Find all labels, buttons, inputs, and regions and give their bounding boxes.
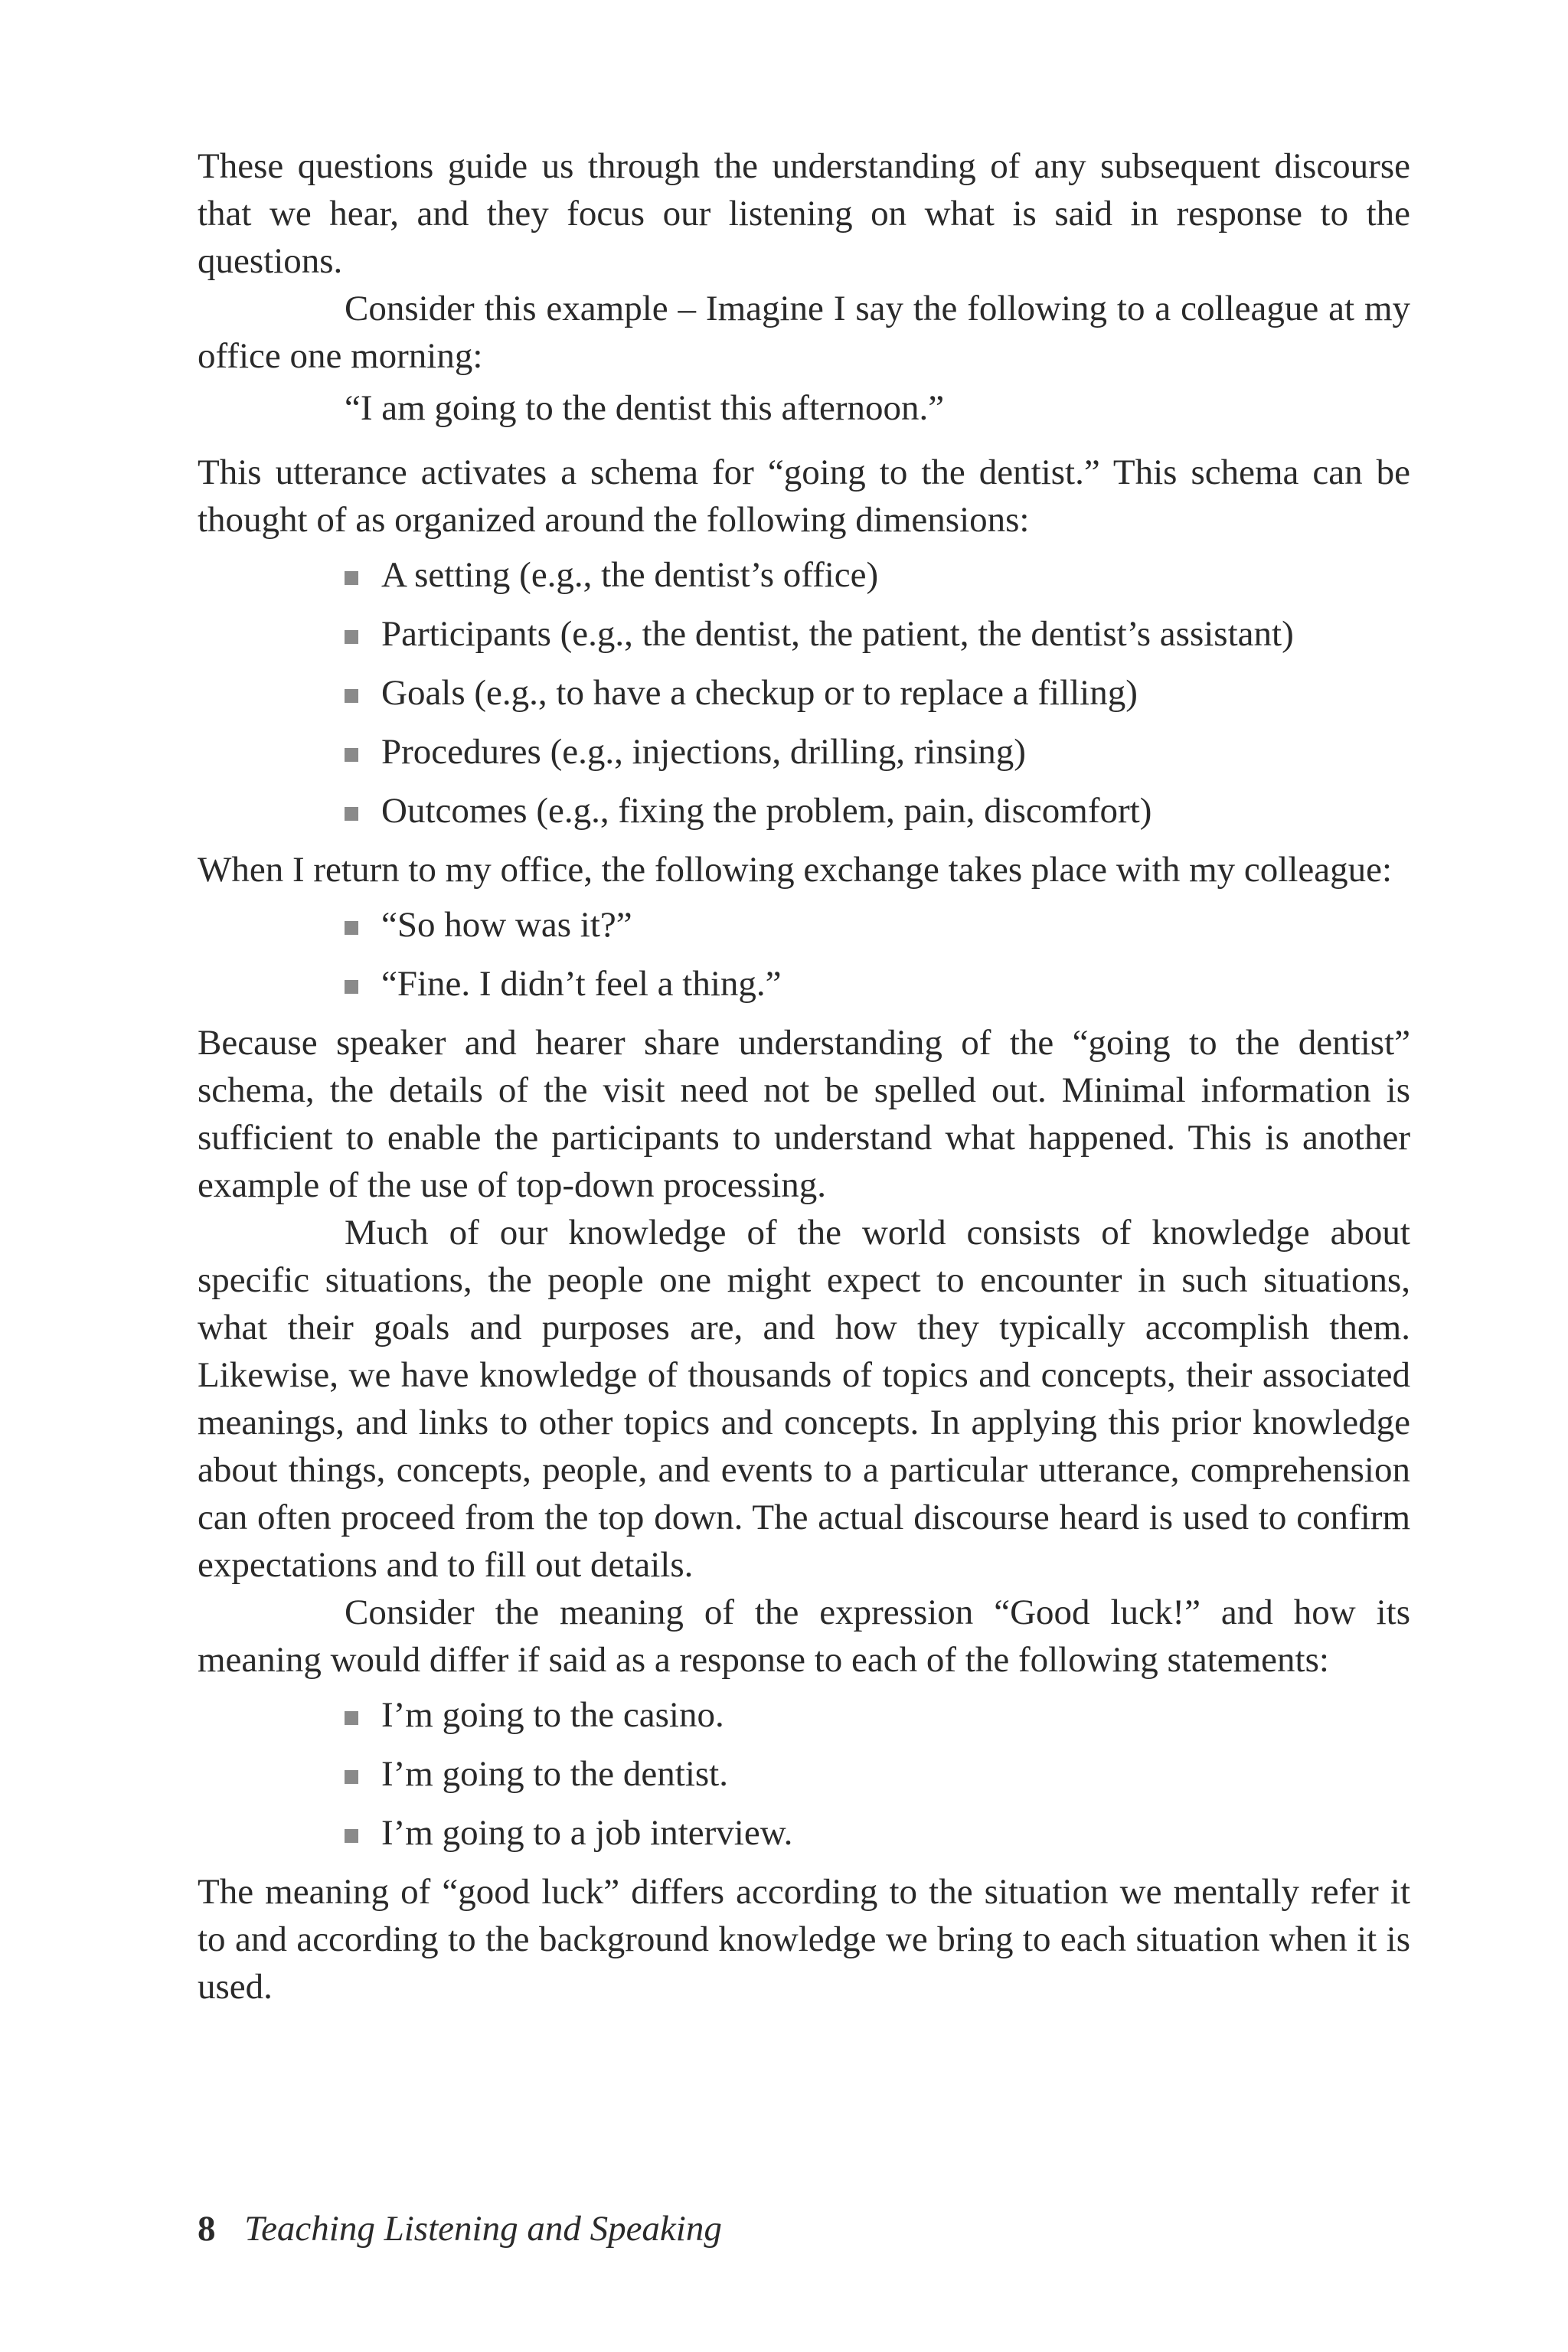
paragraph-return: When I return to my office, the following exchange takes place with my colleague: [198,850,1393,890]
list-item: I’m going to the casino. [345,1691,1410,1739]
paragraph-schema: This utterance activates a schema for “going to the dentist.” This schema can be thought of as organized around the following dimensions: [198,452,1410,540]
page-body [198,142,1410,2011]
paragraph-intro: These questions guide us through the understanding of any subsequent discourse that we hear, and they focus our listening on what is said in response to the questions. [198,146,1410,281]
list-item: Procedures (e.g., injections, drilling, rinsing) [345,728,1410,776]
list-item: Participants (e.g., the dentist, the patient, the dentist’s assistant) [345,610,1410,658]
list-item: “So how was it?” [345,901,1410,949]
paragraph-conclusion: The meaning of “good luck” differs according to the situation we mentally refer it to and according to the background knowledge we bring to each situation when it is used. [198,1872,1410,2007]
list-item: Outcomes (e.g., fixing the problem, pain, discomfort) [345,787,1410,835]
paragraph-example: Consider this example – Imagine I say the following to a colleague at my office one morning: [198,289,1410,376]
list-item: “Fine. I didn’t feel a thing.” [345,960,1410,1008]
list-item: I’m going to a job interview. [345,1809,1410,1857]
quoted-utterance: “I am going to the dentist this afternoon.” [345,388,945,428]
list-item: I’m going to the dentist. [345,1750,1410,1798]
running-title: Teaching Listening and Speaking [244,2209,722,2249]
paragraph-shared-understanding: Because speaker and hearer share understanding of the “going to the dentist” schema, the details of the visit need not be spelled out. Minimal information is sufficient to enable the participants to understand what happened. This is another example of the use of top-down processing. [198,1023,1410,1205]
list-item: A setting (e.g., the dentist’s office) [345,551,1410,599]
dimensions-list [198,551,1410,835]
paragraph-good-luck: Consider the meaning of the expression “Good luck!” and how its meaning would differ if said as a response to each of the following statements: [198,1592,1410,1680]
statements-list [198,1691,1410,1857]
paragraph-world-knowledge: Much of our knowledge of the world consists of knowledge about specific situations, the people one might expect to encounter in such situations, what their goals and purposes are, and how they typically accomplish them. Likewise, we have knowledge of thousands of topics and concepts, their associated meanings, and links to other topics and concepts. In applying this prior knowledge about things, concepts, people, and events to a particular utterance, comprehension can often proceed from the top down. The actual discourse heard is used to confirm expectations and to fill out details. [198,1213,1410,1585]
page-footer [198,2205,722,2252]
page-number: 8 [198,2209,216,2249]
list-item: Goals (e.g., to have a checkup or to replace a filling) [345,669,1410,717]
exchange-list [198,901,1410,1008]
